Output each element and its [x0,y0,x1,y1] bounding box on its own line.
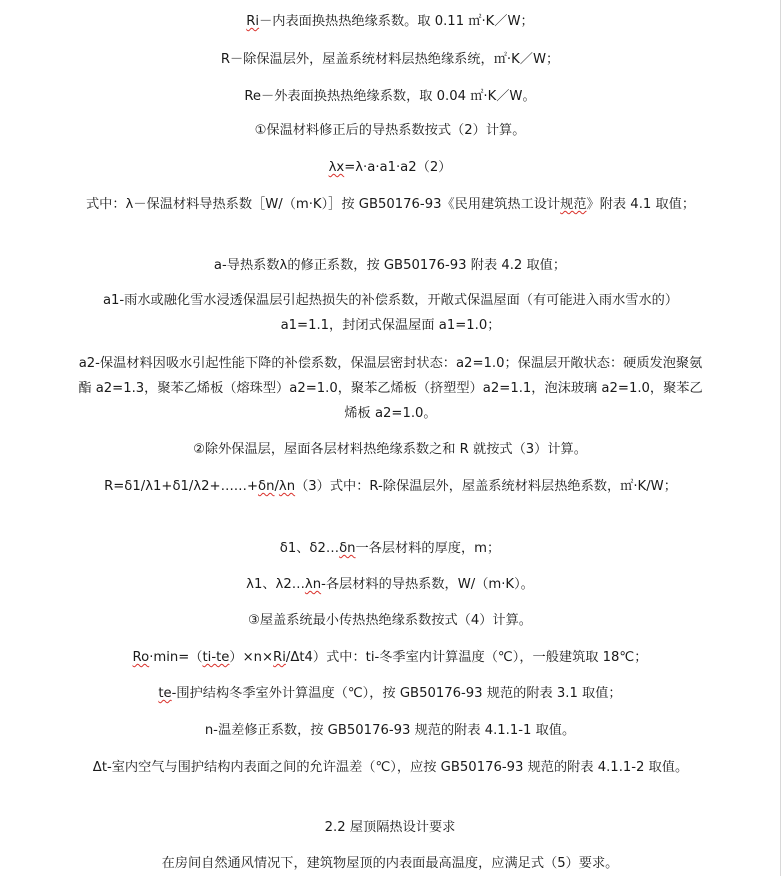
paragraph-text: =λ·a·a1·a2（2） [344,160,452,175]
paragraph-r: R－除保温层外，屋盖系统材料层热绝缘系统，㎡·K／W； [220,52,560,67]
spellcheck-word: Ri [246,14,260,29]
paragraph-text: R=δ1/λ1+δ1/λ2+……+ [104,479,259,494]
spellcheck-word: λn [304,577,322,592]
paragraph-text: δ1、δ2… [279,541,340,556]
spellcheck-word: δn [339,541,356,556]
paragraph-text: 式中：λ－保温材料导热系数［W/（m·K）］按 GB50176-93《民用建筑热工设计 [85,197,561,212]
spellcheck-word: λx [328,160,345,175]
paragraph-text: （3）式中：R-除保温层外，屋盖系统材料层热绝系数，㎡·K/W； [295,479,677,494]
spellcheck-word: te [158,686,172,701]
paragraph-delta-t: Δt-室内空气与围护结构内表面之间的允许温差（℃），应按 GB50176-93 规范的附表 4.1.1-2 取值。 [92,760,689,775]
paragraph-te [60,681,720,706]
paragraph-text: －内表面换热热绝缘系数。取 0.11 ㎡·K／W； [259,14,534,29]
spellcheck-word: λn [278,479,296,494]
paragraph-a2: a2-保温材料因吸水引起性能下降的补偿系数，保温层密封状态：a2=1.0；保温层开敞状态：硬质发泡聚氨酯 a2=1.3，聚苯乙烯板（熔珠型）a2=1.0，聚苯乙烯板（挤塑型）a2=1.1，泡沫玻璃 a2=1.0，聚苯乙烯板 a2=1.0。 [78,356,703,421]
spellcheck-word: ti-te [202,650,230,665]
paragraph-re: Re－外表面换热热绝缘系数，取 0.04 ㎡·K／W。 [244,89,536,104]
paragraph-formula-3-intro: ②除外保温层，屋面各层材料热绝缘系数之和 R 就按式（3）计算。 [193,442,587,457]
paragraph-text: / [274,479,279,494]
paragraph-lambda [78,192,703,217]
paragraph-text: -各层材料的导热系数，W/（m·K）。 [321,577,534,592]
formula-2 [60,155,720,180]
paragraph-text: ）×n× [229,650,274,665]
paragraph-delta [60,536,720,561]
paragraph-a1: a1-雨水或融化雪水浸透保温层引起热损失的补偿系数，开敞式保温屋面（有可能进入雨水雪水的）a1=1.1，封闭式保温屋面 a1=1.0； [102,293,679,333]
section-heading-2-2: 2.2 屋顶隔热设计要求 [324,820,456,835]
paragraph-roof-requirement: 在房间自然通风情况下，建筑物屋顶的内表面最高温度，应满足式（5）要求。 [161,856,619,871]
paragraph-text: λ1、λ2… [246,577,305,592]
spellcheck-word: Ro [132,650,150,665]
paragraph-text: ·min=（ [149,650,203,665]
paragraph-formula-2-intro: ①保温材料修正后的导热系数按式（2）计算。 [254,123,526,138]
paragraph-a: a-导热系数λ的修正系数，按 GB50176-93 附表 4.2 取值； [213,258,567,273]
spellcheck-word: 规范 [560,197,587,212]
spellcheck-word: δn [258,479,275,494]
paragraph-formula-4 [70,645,710,670]
paragraph-formula-3 [78,474,703,499]
paragraph-formula-4-intro: ③屋盖系统最小传热热绝缘系数按式（4）计算。 [248,613,532,628]
paragraph-text: 一各层材料的厚度，m； [355,541,501,556]
paragraph-text: 》附表 4.1 取值； [586,197,696,212]
paragraph-n: n-温差修正系数，按 GB50176-93 规范的附表 4.1.1-1 取值。 [204,723,576,738]
spellcheck-word: Ri [273,650,286,665]
paragraph-text: -围护结构冬季室外计算温度（℃），按 GB50176-93 规范的附表 3.1 取值； [171,686,622,701]
paragraph-lambda-n [60,572,720,597]
paragraph-ri [60,9,720,34]
paragraph-text: /Δt4）式中：ti-冬季室内计算温度（℃），一般建筑取 18℃； [285,650,648,665]
